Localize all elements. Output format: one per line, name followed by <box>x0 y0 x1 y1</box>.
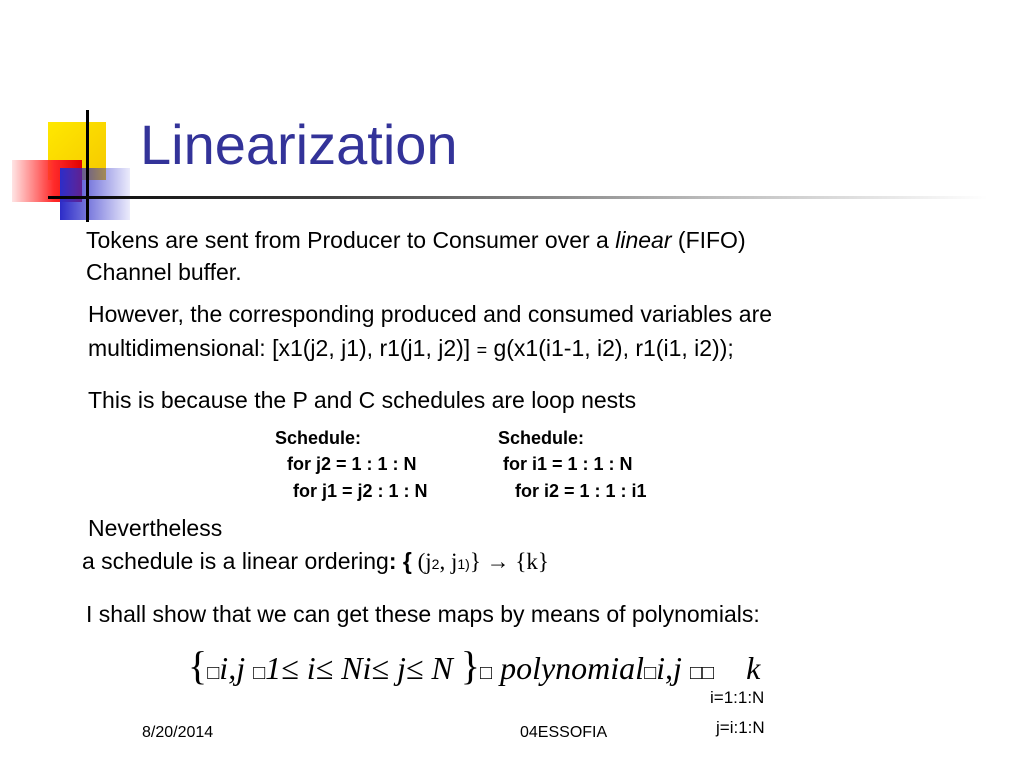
footer-date: 8/20/2014 <box>142 724 214 741</box>
variables-equals: = <box>476 340 488 360</box>
formula-ij-2: i,j <box>656 650 690 686</box>
paragraph-variables-line2 <box>88 332 734 366</box>
formula-ij: i,j <box>219 650 254 686</box>
formula-glyph-5: □□ <box>689 662 715 684</box>
formula-glyph-2: □ <box>253 662 266 684</box>
schedule-left-line1: for j2 = 1 : 1 : N <box>287 454 417 474</box>
ordering-text: a schedule is a linear ordering <box>82 548 389 574</box>
formula-condition: 1≤ i≤ Ni≤ j≤ N <box>265 650 461 686</box>
formula-glyph-3: □ <box>479 662 493 684</box>
paragraph-linear-ordering <box>82 545 549 580</box>
ordering-comma: , j <box>439 549 458 574</box>
paragraph-tokens-text: Tokens are sent from Producer to Consumer over a <box>86 227 616 253</box>
paragraph-loop-nests: This is because the P and C schedules are loop nests <box>88 387 637 413</box>
ordering-map: } → {k} <box>469 549 549 574</box>
ordering-sub2: 2 <box>431 556 440 572</box>
formula-polynomial: polynomial <box>492 650 645 686</box>
logo-blue-bar <box>60 168 130 220</box>
paragraph-tokens-emphasis: linear <box>615 227 672 253</box>
formula-close-brace: } <box>460 643 480 688</box>
slide-title: Linearization <box>140 113 458 176</box>
range-i: i=1:1:N <box>710 688 765 707</box>
formula-k: k <box>746 650 761 686</box>
paragraph-tokens <box>86 224 746 256</box>
paragraph-tokens-line2: Channel buffer. <box>86 259 242 285</box>
footer-center: 04ESSOFIA <box>520 724 608 741</box>
formula-glyph-1: □ <box>207 662 220 684</box>
ordering-sub1: 1) <box>457 556 470 572</box>
formula-open-brace: { <box>188 643 208 688</box>
variables-rhs: g(x1(i1-1, i2), r1(i1, i2)); <box>487 335 734 361</box>
schedule-right-line2: for i2 = 1 : 1 : i1 <box>515 481 647 501</box>
schedule-right-line1: for i1 = 1 : 1 : N <box>503 454 633 474</box>
ordering-paren: (j <box>411 549 432 574</box>
ordering-brace: : { <box>388 548 412 574</box>
formula-glyph-4: □ <box>644 662 657 684</box>
paragraph-variables-line1: However, the corresponding produced and consumed variables are <box>88 301 773 327</box>
title-underline <box>48 196 988 199</box>
paragraph-tokens-fifo: (FIFO) <box>671 227 746 253</box>
paragraph-polynomials: I shall show that we can get these maps by means of polynomials: <box>86 601 760 627</box>
range-j: j=i:1:N <box>716 718 765 737</box>
schedule-left-heading: Schedule: <box>275 428 362 448</box>
logo-vertical-rule <box>86 110 89 222</box>
schedule-left-line2: for j1 = j2 : 1 : N <box>293 481 428 501</box>
variables-lhs: multidimensional: [x1(j2, j1), r1(j1, j2)] <box>88 335 477 361</box>
paragraph-nevertheless: Nevertheless <box>88 515 223 541</box>
polynomial-formula <box>188 642 760 689</box>
schedule-right-heading: Schedule: <box>498 428 585 448</box>
